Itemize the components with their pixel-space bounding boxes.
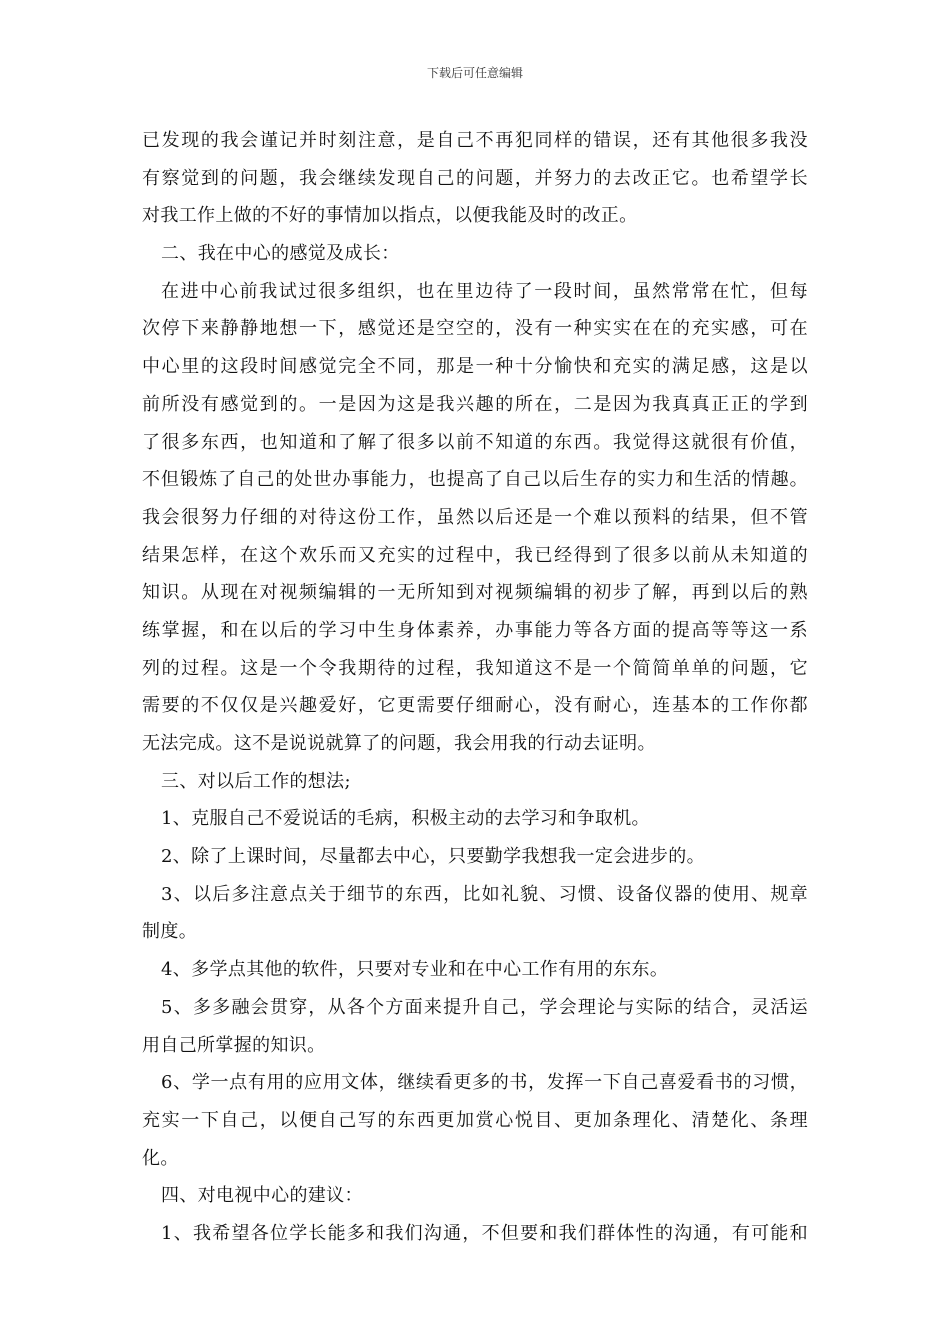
list-item-continuation: 制度。: [142, 921, 198, 943]
paragraph-line: 结果怎样，在这个欢乐而又充实的过程中，我已经得到了很多以前从未知道的: [142, 544, 808, 566]
list-item: 6、学一点有用的应用文体，继续看更多的书，发挥一下自己喜爱看书的习惯，: [161, 1072, 808, 1094]
paragraph-line: 前所没有感觉到的。一是因为这是我兴趣的所在，二是因为我真真正正的学到: [142, 393, 808, 415]
paragraph-line: 知识。从现在对视频编辑的一无所知到对视频编辑的初步了解，再到以后的熟: [142, 582, 808, 604]
section-heading: 二、我在中心的感觉及成长：: [161, 243, 400, 265]
list-item: 1、克服自己不爱说话的毛病，积极主动的去学习和争取机。: [161, 808, 650, 830]
paragraph-line: 次停下来静静地想一下，感觉还是空空的，没有一种实实在在的充实感，可在: [142, 318, 808, 340]
paragraph-line: 了很多东西，也知道和了解了很多以前不知道的东西。我觉得这就很有价值，: [142, 431, 808, 453]
list-item: 3、以后多注意点关于细节的东西，比如礼貌、习惯、设备仪器的使用、规章: [161, 883, 808, 905]
list-item-continuation: 用自己所掌握的知识。: [142, 1034, 326, 1056]
document-body: [142, 122, 808, 1253]
paragraph-line: 已发现的我会谨记并时刻注意，是自己不再犯同样的错误，还有其他很多我没: [142, 130, 808, 151]
paragraph-line: 列的过程。这是一个令我期待的过程，我知道这不是一个简简单单的问题，它: [142, 657, 808, 679]
paragraph-line: 在进中心前我试过很多组织，也在里边待了一段时间，虽然常常在忙，但每: [161, 280, 808, 302]
list-item-continuation: 化。: [142, 1147, 179, 1169]
section-heading: 四、对电视中心的建议：: [161, 1185, 363, 1207]
paragraph-line: 练掌握，和在以后的学习中生身体素养，办事能力等各方面的提高等等这一系: [142, 619, 808, 641]
paragraph-line: 不但锻炼了自己的处世办事能力，也提高了自己以后生存的实力和生活的情趣。: [142, 469, 808, 491]
list-item: 5、多多融会贯穿，从各个方面来提升自己，学会理论与实际的结合，灵活运: [161, 996, 808, 1018]
section-heading: 三、对以后工作的想法;: [161, 770, 351, 792]
paragraph-line: 需要的不仅仅是兴趣爱好，它更需要仔细耐心，没有耐心，连基本的工作你都: [142, 695, 808, 717]
paragraph-line: 有察觉到的问题，我会继续发现自己的问题，并努力的去改正它。也希望学长: [142, 167, 808, 189]
paragraph-line: 中心里的这段时间感觉完全不同，那是一种十分愉快和充实的满足感，这是以: [142, 356, 808, 378]
paragraph-line: 无法完成。这不是说说就算了的问题，我会用我的行动去证明。: [142, 733, 656, 754]
list-item: 2、除了上课时间，尽量都去中心，只要勤学我想我一定会进步的。: [161, 846, 705, 868]
list-item-continuation: 充实一下自己，以便自己写的东西更加赏心悦目、更加条理化、清楚化、条理: [142, 1109, 808, 1131]
page-header: 下载后可任意编辑: [426, 66, 523, 80]
list-item: 1、我希望各位学长能多和我们沟通，不但要和我们群体性的沟通，有可能和: [161, 1222, 808, 1244]
paragraph-line: 我会很努力仔细的对待这份工作，虽然以后还是一个难以预料的结果，但不管: [142, 506, 808, 528]
list-item: 4、多学点其他的软件，只要对专业和在中心工作有用的东东。: [161, 959, 669, 981]
paragraph-line: 对我工作上做的不好的事情加以指点，以便我能及时的改正。: [142, 205, 638, 227]
